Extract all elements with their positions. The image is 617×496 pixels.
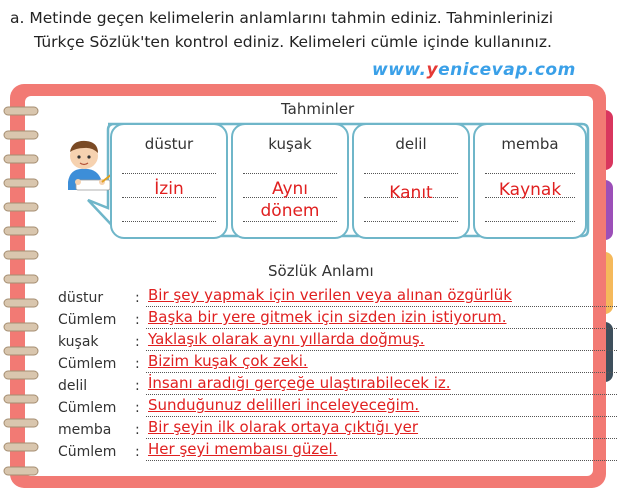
instruction-line-1: a. Metinde geçen kelimelerin anlamlarını tahmin ediniz. Tahminlerinizi bbox=[10, 9, 554, 27]
ring-icon bbox=[3, 128, 39, 142]
child-writing-icon bbox=[58, 138, 118, 198]
card-guess: İzin bbox=[154, 179, 184, 199]
card-word: kuşak bbox=[268, 135, 312, 153]
ring-icon bbox=[3, 272, 39, 286]
ring-icon bbox=[3, 176, 39, 190]
row-label: memba bbox=[58, 422, 112, 438]
sozluk-title: Sözlük Anlamı bbox=[268, 262, 374, 280]
row-answer: Bir şey yapmak için verilen veya alınan özgürlük bbox=[148, 286, 512, 304]
row-label: Cümlem bbox=[58, 356, 117, 372]
row-label: düstur bbox=[58, 290, 104, 306]
ring-icon bbox=[3, 320, 39, 334]
card-kusak bbox=[231, 123, 349, 239]
ring-icon bbox=[3, 464, 39, 478]
ring-icon bbox=[3, 200, 39, 214]
row-colon: : bbox=[135, 444, 140, 460]
watermark-y: y bbox=[426, 60, 439, 80]
ring-icon bbox=[3, 392, 39, 406]
row-answer: İnsanı aradığı gerçeğe ulaştırabilecek iz. bbox=[148, 374, 451, 392]
watermark-prefix: www. bbox=[372, 60, 427, 80]
row-label: Cümlem bbox=[58, 312, 117, 328]
card-word: memba bbox=[501, 135, 559, 153]
card-guess: Kanıt bbox=[389, 183, 433, 203]
tahminler-title: Tahminler bbox=[281, 100, 355, 118]
ring-icon bbox=[3, 224, 39, 238]
row-colon: : bbox=[135, 290, 140, 306]
row-answer: Bir şeyin ilk olarak ortaya çıktığı yer bbox=[148, 418, 419, 436]
row-label: kuşak bbox=[58, 334, 99, 350]
card-guess: Aynı bbox=[271, 179, 309, 199]
card-dustur bbox=[110, 123, 228, 239]
row-answer: Sunduğunuz delilleri inceleyeceğim. bbox=[148, 396, 420, 414]
row-colon: : bbox=[135, 334, 140, 350]
row-colon: : bbox=[135, 378, 140, 394]
watermark bbox=[372, 60, 576, 80]
card-guess: Kaynak bbox=[498, 180, 562, 200]
ring-icon bbox=[3, 440, 39, 454]
card-word: düstur bbox=[144, 135, 194, 153]
ring-icon bbox=[3, 368, 39, 382]
row-answer: Yaklaşık olarak aynı yıllarda doğmuş. bbox=[148, 330, 425, 348]
row-colon: : bbox=[135, 400, 140, 416]
row-answer: Bizim kuşak çok zeki. bbox=[148, 352, 308, 370]
card-guess-line2: dönem bbox=[260, 201, 320, 221]
instruction-line-2: Türkçe Sözlük'ten kontrol ediniz. Kelimeleri cümle içinde kullanınız. bbox=[34, 33, 552, 51]
ring-icon bbox=[3, 416, 39, 430]
row-label: Cümlem bbox=[58, 400, 117, 416]
ring-icon bbox=[3, 296, 39, 310]
ring-icon bbox=[3, 104, 39, 118]
row-answer: Her şeyi membaısı güzel. bbox=[148, 440, 338, 458]
ring-icon bbox=[3, 344, 39, 358]
row-colon: : bbox=[135, 312, 140, 328]
ring-icon bbox=[3, 152, 39, 166]
row-answer: Başka bir yere gitmek için sizden izin istiyorum. bbox=[148, 308, 507, 326]
ring-icon bbox=[3, 248, 39, 262]
row-colon: : bbox=[135, 356, 140, 372]
row-label: Cümlem bbox=[58, 444, 117, 460]
card-word: delil bbox=[395, 135, 427, 153]
card-memba bbox=[473, 123, 587, 239]
row-label: delil bbox=[58, 378, 88, 394]
card-delil bbox=[352, 123, 470, 239]
watermark-rest: enicevap.com bbox=[438, 60, 576, 80]
row-colon: : bbox=[135, 422, 140, 438]
instruction bbox=[10, 6, 610, 54]
